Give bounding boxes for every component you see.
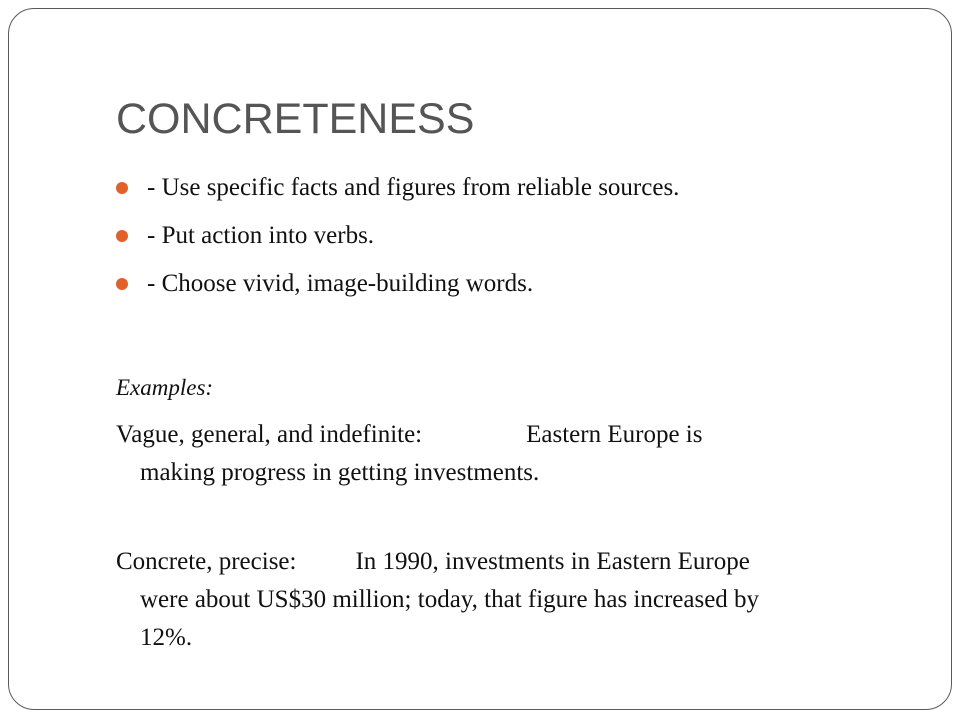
concrete-example-line	[116, 543, 759, 581]
concrete-label: Concrete, precise:	[116, 548, 297, 575]
bullet-list	[116, 169, 936, 313]
vague-label: Vague, general, and indefinite:	[116, 421, 423, 448]
concrete-text-line2: were about US$30 million; today, that figure has increased by	[140, 586, 760, 613]
vague-example-line	[116, 416, 702, 454]
slide-title: CONCRETENESS	[116, 95, 475, 143]
bullet-text: - Put action into verbs.	[147, 222, 375, 249]
concrete-text-line3: 12%.	[140, 624, 193, 651]
bullet-item	[116, 265, 936, 313]
vague-example	[116, 416, 702, 492]
bullet-item	[116, 217, 936, 265]
bullet-dot-icon	[116, 278, 128, 290]
examples-label: Examples:	[116, 375, 214, 400]
bullet-text: - Choose vivid, image-building words.	[147, 270, 534, 297]
bullet-item	[116, 169, 936, 217]
vague-text-line1: Eastern Europe is	[526, 421, 703, 448]
concrete-example	[116, 543, 759, 657]
slide-frame	[8, 8, 952, 710]
concrete-text-line1: In 1990, investments in Eastern Europe	[355, 548, 750, 575]
bullet-text: - Use specific facts and figures from reliable sources.	[147, 174, 680, 201]
bullet-dot-icon	[116, 182, 128, 194]
vague-text-line2: making progress in getting investments.	[140, 459, 540, 486]
bullet-dot-icon	[116, 230, 128, 242]
